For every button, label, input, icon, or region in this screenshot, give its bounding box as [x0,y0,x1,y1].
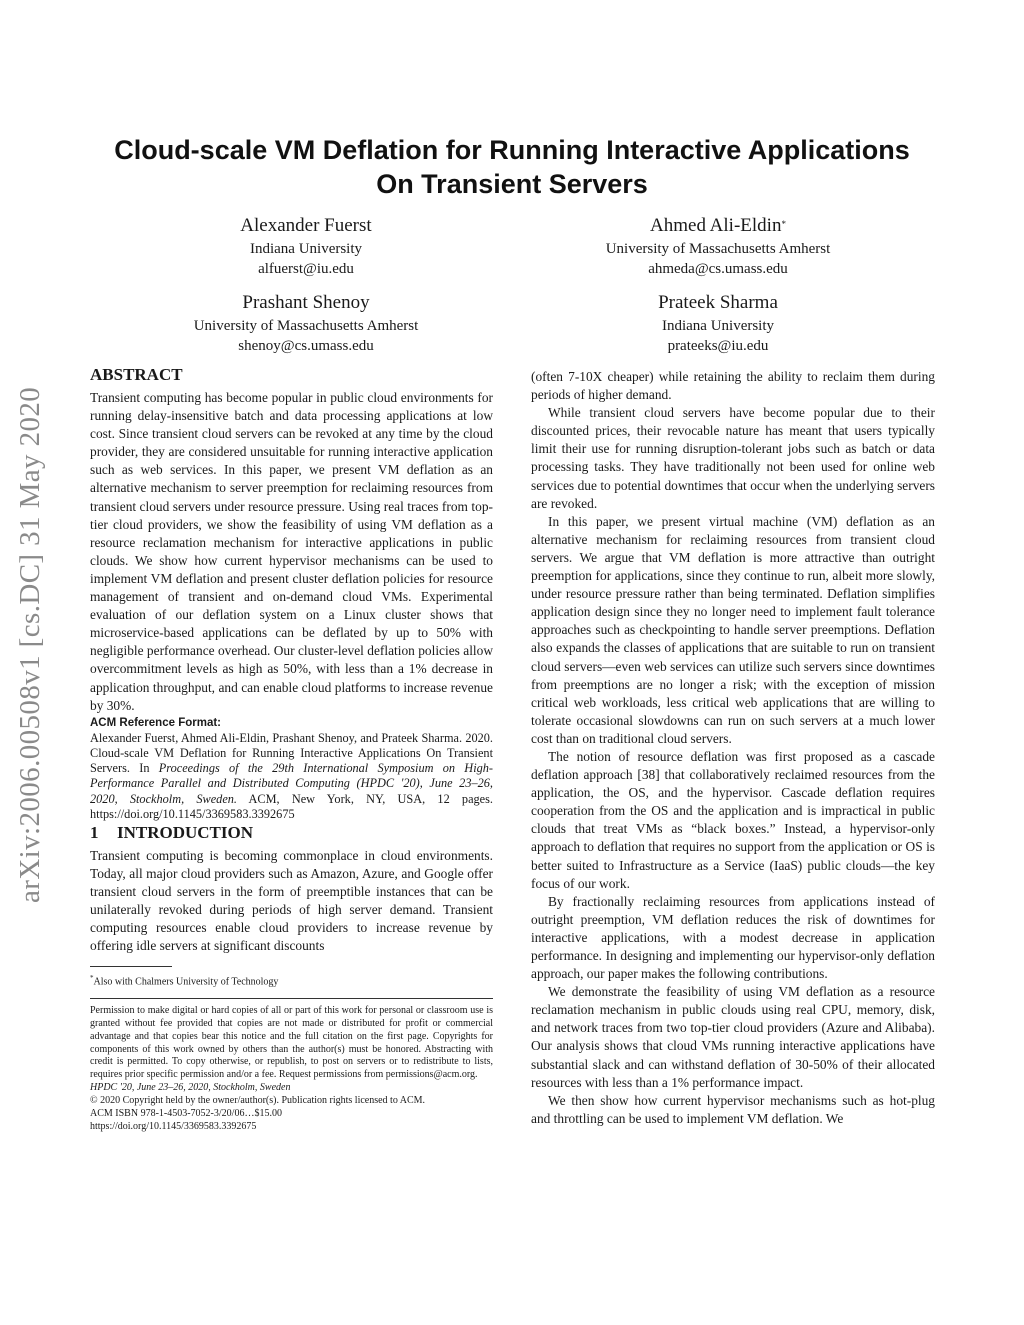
footnote [90,972,493,988]
author-name: Prateek Sharma [658,292,778,313]
intro-paragraph: We demonstrate the feasibility of using VM deflation as a resource reclamation mechanism in public clouds using real CPU, memory, disk, and network traces from two top-tier cloud providers (Azure and Alibaba). Our analysis shows that cloud VMs running interactive applications have substantial slack and can withstand deflation of 30-50% of their allocated resources with less than a 1% performance impact. [531,984,935,1090]
doi-link[interactable]: https://doi.org/10.1145/3369583.3392675 [90,1120,257,1132]
author-affiliation: Indiana University [661,318,775,334]
permission-divider [90,998,493,999]
permission-block [90,1005,493,1134]
left-column [90,364,493,1134]
intro-paragraph: Transient computing is becoming commonplace in cloud environments. Today, all major cloud providers such as Amazon, Azure, and Google offer transient cloud servers in the form of preemptible instances that can be unilaterally revoked during periods of high server demand. Transient computing resources enable cloud providers to increase revenue by offering idle servers at significant discounts [90,847,493,954]
author-block-4 [568,291,868,356]
proceedings-title: Proceedings of the 29th International Symposium on High-Performance Parallel and Distributed Computing (HPDC '20), June 23–26, 2020, Stockholm, Sweden. [90,761,493,806]
intro-paragraph: The notion of resource deflation was first proposed as a cascade deflation approach [38] that collaboratively reclaimed resources from the application, the OS, and the hypervisor. Cascade deflation requires cooperation from the OS and the application and is impractical in public clouds that treat VMs as “black boxes.” Instead, a hypervisor-only approach to deflation that requires no support from the application or OS is better suited to Infrastructure as a Service (IaaS) public clouds—the key focus of our work. [531,748,935,891]
footnote-divider [90,966,172,967]
author-affiliation: Indiana University [249,241,363,257]
introduction-heading [90,822,493,844]
acm-reference-heading: ACM Reference Format: [90,716,221,729]
permission-text: Permission to make digital or hard copies of all or part of this work for personal or classroom use is granted without fee provided that copies are not made or distributed for profit or commercial advantage and that copies bear this notice and the full citation on the first page. Copyrights for components of this work owned by others than the author(s) must be honored. Abstracting with credit is permitted. To copy otherwise, or republish, to post on servers or to redistribute to lists, requires prior specific permission and/or a fee. Request permissions from permissions@acm.org. [90,1004,493,1081]
intro-paragraph: While transient cloud servers have become popular due to their discounted prices, their revocable nature has meant that users typically limit their use for running disruption-tolerant jobs such as batch or data processing tasks. They have traditionally not been used for online web services due to potential downtimes that occur when the underlying servers are revoked. [531,405,935,511]
intro-paragraph: We then show how current hypervisor mechanisms such as hot-plug and throttling can be used to implement VM deflation. We [531,1092,935,1126]
intro-paragraph: In this paper, we present virtual machine (VM) deflation as an alternative mechanism for reclaiming resources from transient cloud servers. We argue that VM deflation is more attractive than outright preemption for applications, since they continue to run, albeit more slowly, under resource pressure rather than being terminated. Deflation simplifies application design since they no longer need to implement fault tolerance approaches such as checkpointing to handle server preemptions. Deflation also expands the classes of applications that are suitable to run on transient cloud servers—even web services can utilize such servers since downtimes from preemptions are no longer a risk; with the exception of mission critical web workloads, less critical web applications that are willing to tolerate occasional slowdowns can run on such servers at a much lower cost than on traditional cloud servers. [531,513,935,746]
conference-venue: HPDC '20, June 23–26, 2020, Stockholm, Sweden [90,1082,291,1094]
right-column [531,368,935,1128]
footnote-text: Also with Chalmers University of Technology [93,976,279,988]
author-email: ahmeda@cs.umass.edu [648,261,788,277]
abstract-text: Transient computing has become popular in public cloud environments for running delay-insensitive batch and data processing applications at low cost. Since transient cloud servers can be revoked at any time by the cloud provider, they are considered unsuitable for running interactive application such as web services. In this paper, we present VM deflation as an alternative mechanism to server preemption for reclaiming resources from transient cloud servers under resource pressure. Using real traces from top-tier cloud providers, we show the feasibility of using VM deflation as a resource reclamation mechanism for interactive applications in public clouds. We show how current hypervisor mechanisms can be used to implement VM deflation and present cluster deflation policies for resource management of transient and on-demand cloud VMs. Experimental evaluation of our deflation system on a Linux cluster shows that microservice-based applications can be deflated by up to 50% with negligible performance overhead. Our cluster-level deflation policies allow overcommitment levels as high as 50%, with less than a 1% decrease in application throughput, and can enable cloud platforms to increase revenue by 30%. [90,390,493,713]
section-title: INTRODUCTION [117,822,254,842]
acm-reference-text: Alexander Fuerst, Ahmed Ali-Eldin, Prashant Shenoy, and Prateek Sharma. 2020. Cloud-scale VM Deflation for Running Interactive Applications On Transient Servers. In Proceedings of the 29th International Symposium on High-Performance Parallel and Distributed Computing (HPDC '20), June 23–26, 2020, Stockholm, Sweden. ACM, New York, NY, USA, 12 pages. https://doi.org/10.1145/3369583.3392675 [90,730,493,821]
author-email: shenoy@cs.umass.edu [238,338,374,354]
author-block-3 [156,291,456,356]
arxiv-identifier: arXiv:2006.00508v1 [cs.DC] 31 May 2020 [14,386,46,904]
intro-paragraph: (often 7-10X cheaper) while retaining the ability to reclaim them during periods of higher demand. [531,369,935,403]
isbn: ACM ISBN 978-1-4503-7052-3/20/06…$15.00 [90,1108,282,1120]
author-block-1 [156,214,456,279]
author-name: Prashant Shenoy [242,292,370,313]
author-name: Alexander Fuerst [240,215,372,236]
author-affiliation: University of Massachusetts Amherst [605,241,831,257]
author-email: prateeks@iu.edu [667,338,769,354]
author-name: Ahmed Ali-Eldin* [650,215,786,236]
author-email: alfuerst@iu.edu [258,261,354,277]
intro-paragraph: By fractionally reclaiming resources from applications instead of outright preemption, VM deflation reduces the risk of downtimes for interactive applications, with a modest decrease in application performance. In designing and implementing our hypervisor-only deflation approach, our paper makes the following contributions. [531,893,935,982]
section-number: 1 [90,822,99,842]
footnote-marker: * [90,974,94,983]
copyright-notice: © 2020 Copyright held by the owner/author(s). Publication rights licensed to ACM. [90,1095,426,1107]
title-line-1: Cloud-scale VM Deflation for Running Interactive Applications [114,135,910,165]
footnote-marker: * [781,219,786,229]
paper-title [60,133,964,201]
abstract-heading: ABSTRACT [90,365,183,384]
author-block-2 [568,214,868,279]
author-affiliation: University of Massachusetts Amherst [193,318,419,334]
title-line-2: On Transient Servers [376,169,648,199]
